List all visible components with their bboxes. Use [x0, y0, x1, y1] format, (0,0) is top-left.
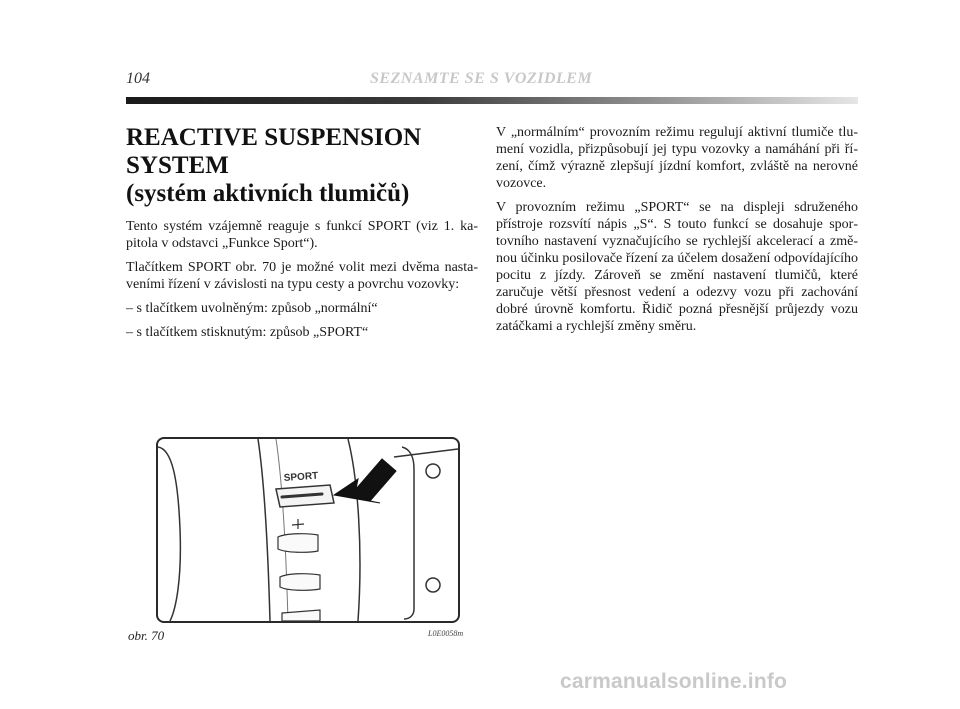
- figure-code: L0E0058m: [428, 629, 464, 638]
- header-rule: [126, 97, 858, 104]
- section-title: [126, 124, 478, 208]
- left-column: [126, 124, 478, 348]
- paragraph: Tento systém vzájemně reaguje s funkcí SPORT (viz 1. kapitola v odstavci „Funkce Sport“).: [126, 219, 478, 251]
- list-item: – s tlačítkem stisknutým: způsob „SPORT“: [126, 325, 369, 340]
- section-title-line3: (systém aktivních tlumičů): [126, 180, 410, 207]
- running-header: SEZNAMTE SE S VOZIDLEM: [370, 70, 593, 87]
- page-number: 104: [126, 70, 150, 87]
- paragraph: V provozním režimu „SPORT“ se na displeji sdruženého přístroje rozsvítí nápis „S“. S touto funkcí se dosahuje sportovního nastavení vyznačujícího se rychlejší akcelerací a změnou účinku posilovače řízení za účelem dosažení odpovídajícího pocitu z jízdy. Zároveň se změní nastavení tlumičů, které zaručuje větší přesnost vedení a odezvy vozu při zachování dobré úrovně komfortu. Řidič pozná přesnější průjezdy vozu zatáčkami a rychlejší změny směru.: [496, 200, 858, 334]
- figure-caption: obr. 70: [128, 628, 165, 643]
- watermark: carmanualsonline.info: [560, 670, 788, 693]
- section-title-line2: SYSTEM: [126, 152, 229, 179]
- section-title-line1: REACTIVE SUSPENSION: [126, 124, 422, 151]
- figure-sport-button: [156, 437, 460, 623]
- paragraph: V „normálním“ provozním režimu regulují aktivní tlumiče tlumení vozidla, přizpůsobují jej typu vozovky a namáhání při řízení, čímž výrazně zlepšují jízdní komfort, zvláště na nerovné vozovce.: [496, 125, 858, 191]
- figure-illustration: [158, 439, 458, 621]
- right-column: [496, 124, 858, 342]
- paragraph: Tlačítkem SPORT obr. 70 je možné volit mezi dvěma nastaveními řízení v závislosti na typu cesty a povrchu vozovky:: [126, 260, 478, 292]
- sport-button-label: SPORT: [283, 470, 319, 484]
- list-item: – s tlačítkem uvolněným: způsob „normální“: [126, 301, 378, 316]
